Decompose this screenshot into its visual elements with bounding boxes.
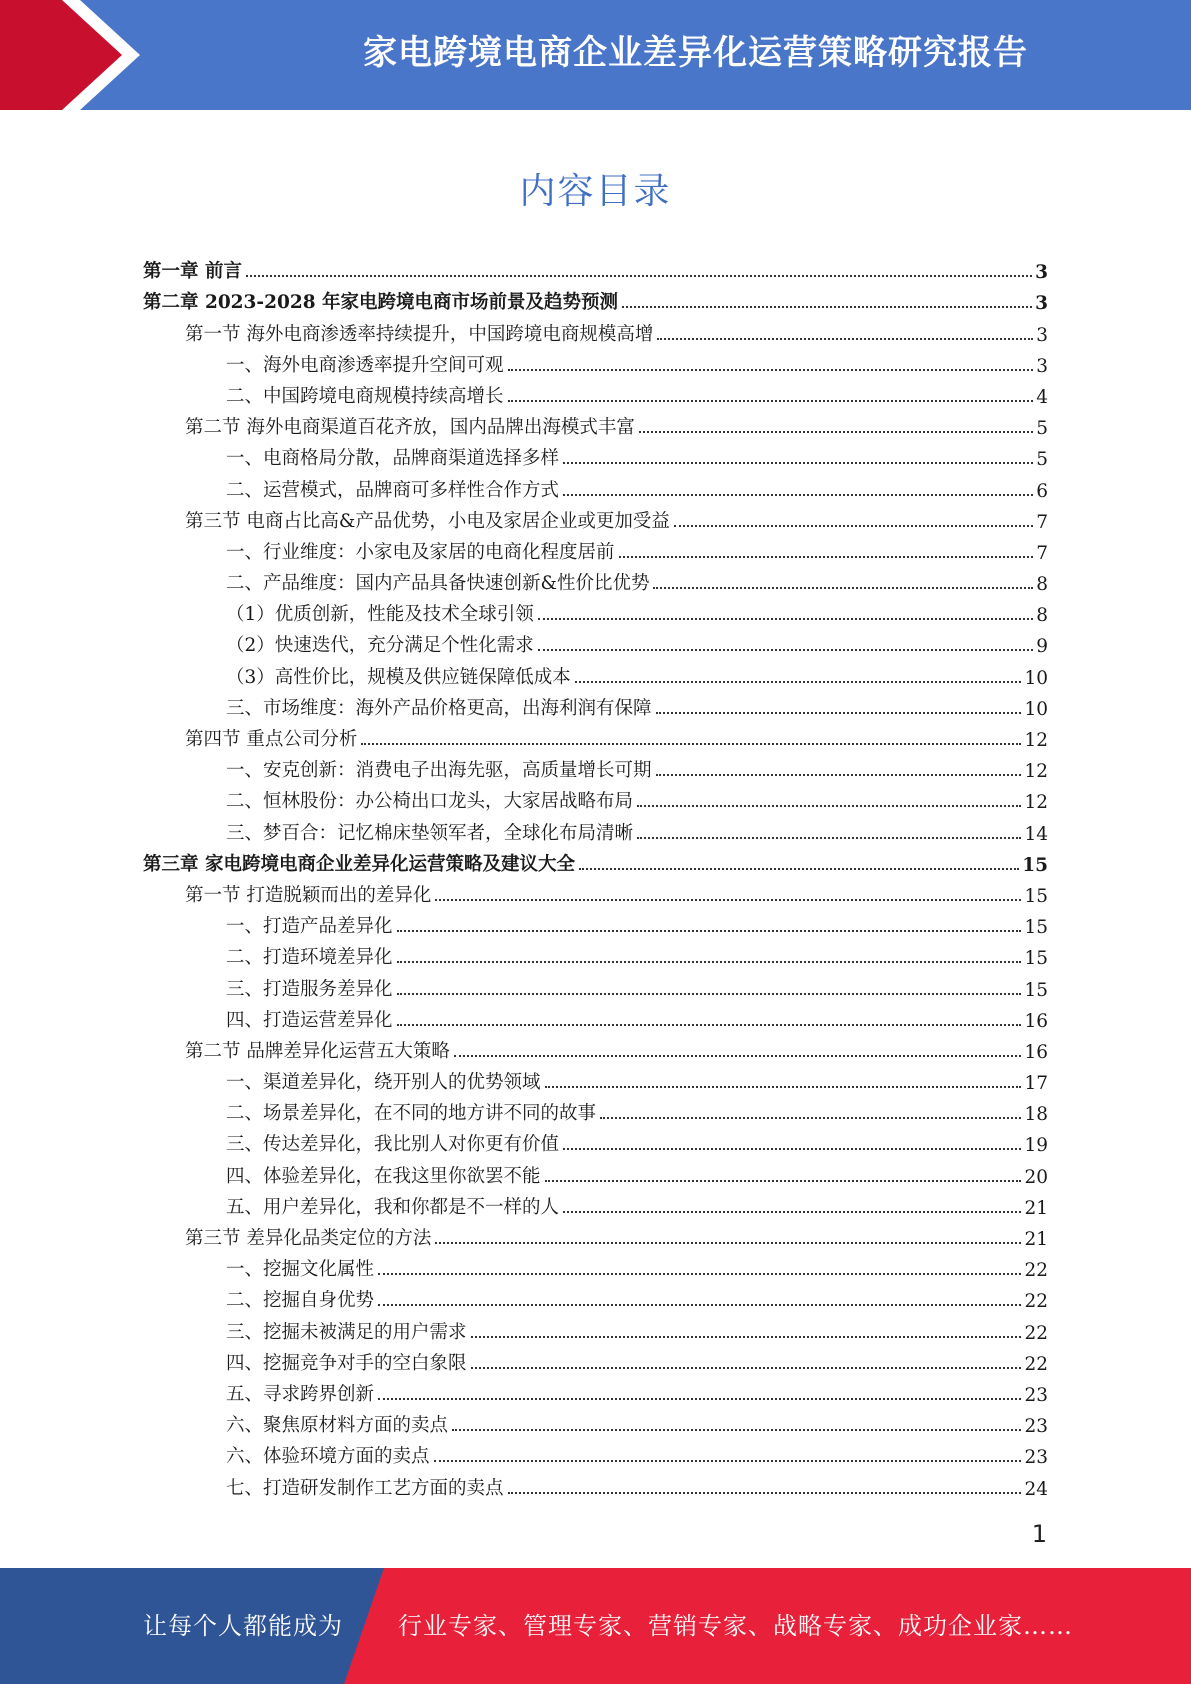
toc-leader-dots	[600, 1117, 1021, 1119]
toc-entry[interactable]	[143, 753, 1048, 784]
table-of-contents	[143, 254, 1048, 1502]
toc-entry-page: 3	[1036, 355, 1048, 377]
toc-leader-dots	[637, 837, 1021, 839]
toc-entry[interactable]	[143, 1065, 1048, 1096]
toc-leader-dots	[454, 1055, 1022, 1057]
toc-entry-title: 第一节 海外电商渗透率持续提升，中国跨境电商规模高增	[185, 323, 654, 345]
toc-entry[interactable]	[143, 815, 1048, 846]
toc-leader-dots	[656, 774, 1022, 776]
toc-leader-dots	[378, 1304, 1021, 1306]
toc-entry[interactable]	[143, 379, 1048, 410]
toc-leader-dots	[563, 1148, 1021, 1150]
footer-slogan-right: 行业专家、管理专家、营销专家、战略专家、成功企业家……	[398, 1612, 1073, 1640]
toc-entry-page: 10	[1024, 698, 1048, 720]
toc-leader-dots	[471, 1336, 1022, 1338]
toc-entry-page: 8	[1036, 605, 1048, 627]
toc-entry[interactable]	[143, 410, 1048, 441]
toc-entry-page: 22	[1024, 1322, 1048, 1344]
toc-entry[interactable]	[143, 628, 1048, 659]
toc-entry-page: 3	[1035, 293, 1048, 315]
toc-entry-page: 15	[1024, 917, 1048, 939]
toc-entry[interactable]	[143, 1377, 1048, 1408]
toc-entry-page: 3	[1036, 324, 1048, 346]
toc-leader-dots	[653, 587, 1033, 589]
toc-leader-dots	[246, 275, 1032, 277]
toc-entry-page: 23	[1024, 1447, 1048, 1469]
toc-entry[interactable]	[143, 691, 1048, 722]
toc-entry-page: 17	[1024, 1073, 1048, 1095]
toc-entry-title: 一、打造产品差异化	[226, 916, 393, 938]
toc-entry[interactable]	[143, 1408, 1048, 1439]
toc-leader-dots	[619, 556, 1034, 558]
toc-entry-title: 一、行业维度：小家电及家居的电商化程度居前	[226, 541, 615, 563]
toc-entry[interactable]	[143, 1346, 1048, 1377]
toc-entry[interactable]	[143, 472, 1048, 503]
toc-entry-title: 第二节 海外电商渠道百花齐放，国内品牌出海模式丰富	[185, 417, 635, 439]
toc-leader-dots	[639, 431, 1033, 433]
toc-leader-dots	[434, 1460, 1022, 1462]
toc-entry[interactable]	[143, 722, 1048, 753]
toc-entry-title: 二、中国跨境电商规模持续高增长	[226, 385, 504, 407]
toc-entry[interactable]	[143, 1158, 1048, 1189]
toc-entry[interactable]	[143, 285, 1048, 316]
toc-entry-page: 7	[1036, 542, 1048, 564]
toc-entry-page: 22	[1024, 1353, 1048, 1375]
toc-leader-dots	[397, 961, 1022, 963]
toc-entry[interactable]	[143, 441, 1048, 472]
toc-entry[interactable]	[143, 971, 1048, 1002]
toc-entry-page: 14	[1024, 823, 1048, 845]
toc-entry[interactable]	[143, 1470, 1048, 1501]
toc-entry-page: 18	[1024, 1104, 1048, 1126]
toc-entry-title: 五、用户差异化，我和你都是不一样的人	[226, 1196, 560, 1218]
toc-entry-page: 22	[1024, 1260, 1048, 1282]
toc-entry[interactable]	[143, 504, 1048, 535]
toc-entry-title: 第一章 前言	[143, 261, 242, 283]
toc-entry-title: 第三章 家电跨境电商企业差异化运营策略及建议大全	[143, 853, 575, 875]
toc-entry-page: 7	[1036, 511, 1048, 533]
toc-entry-page: 9	[1036, 636, 1048, 658]
toc-leader-dots	[563, 1211, 1021, 1213]
toc-entry-title: 二、挖掘自身优势	[226, 1290, 375, 1312]
footer-band	[0, 1568, 1191, 1684]
toc-entry-title: 四、体验差异化，在我这里你欲罢不能	[226, 1165, 541, 1187]
toc-entry[interactable]	[143, 1127, 1048, 1158]
toc-entry-title: （2）快速迭代，充分满足个性化需求	[226, 635, 534, 657]
toc-entry-title: 第四节 重点公司分析	[185, 729, 358, 750]
toc-entry-page: 12	[1024, 761, 1048, 783]
toc-leader-dots	[435, 899, 1021, 901]
toc-entry-title: 二、打造环境差异化	[226, 947, 393, 969]
toc-leader-dots	[538, 649, 1033, 651]
toc-leader-dots	[508, 400, 1034, 402]
toc-entry-title: 二、恒林股份：办公椅出口龙头，大家居战略布局	[226, 791, 634, 813]
toc-leader-dots	[508, 369, 1034, 371]
header-band	[0, 0, 1191, 110]
toc-leader-dots	[656, 712, 1022, 714]
toc-entry-page: 22	[1024, 1291, 1048, 1313]
toc-leader-dots	[397, 993, 1022, 995]
toc-entry-page: 16	[1024, 1010, 1048, 1032]
page-number: 1	[1031, 1520, 1047, 1548]
toc-leader-dots	[579, 868, 1019, 870]
toc-entry-page: 12	[1024, 792, 1048, 814]
toc-entry-title: 三、挖掘未被满足的用户需求	[226, 1321, 467, 1343]
toc-entry-title: 三、打造服务差异化	[226, 978, 393, 1000]
toc-entry-page: 21	[1024, 1229, 1048, 1250]
toc-entry-title: 三、梦百合：记忆棉床垫领军者，全球化布局清晰	[226, 822, 634, 844]
toc-leader-dots	[545, 1086, 1022, 1088]
toc-entry-page: 10	[1024, 667, 1048, 689]
toc-entry-title: 一、挖掘文化属性	[226, 1259, 375, 1281]
toc-heading: 内容目录	[519, 171, 672, 212]
toc-leader-dots	[545, 1180, 1022, 1182]
toc-entry[interactable]	[143, 1314, 1048, 1345]
toc-leader-dots	[435, 1242, 1021, 1244]
toc-entry-page: 12	[1024, 730, 1048, 751]
toc-entry-title: 一、海外电商渗透率提升空间可观	[226, 354, 504, 376]
toc-entry-title: 六、体验环境方面的卖点	[226, 1446, 430, 1468]
toc-entry[interactable]	[143, 254, 1048, 285]
toc-leader-dots	[378, 1273, 1021, 1275]
toc-leader-dots	[397, 930, 1022, 932]
toc-entry-page: 4	[1036, 386, 1048, 408]
toc-entry[interactable]	[143, 1096, 1048, 1127]
toc-entry-page: 3	[1035, 262, 1048, 284]
toc-entry[interactable]	[143, 1190, 1048, 1221]
toc-leader-dots	[361, 743, 1021, 745]
toc-entry[interactable]	[143, 940, 1048, 971]
toc-entry-title: 四、打造运营差异化	[226, 1009, 393, 1031]
toc-entry[interactable]	[143, 566, 1048, 597]
toc-entry-page: 5	[1036, 449, 1048, 471]
toc-entry[interactable]	[143, 1252, 1048, 1283]
toc-entry[interactable]	[143, 348, 1048, 379]
toc-entry-page: 20	[1024, 1166, 1048, 1188]
toc-entry-title: 三、传达差异化，我比别人对你更有价值	[226, 1134, 560, 1156]
toc-entry-title: 一、电商格局分散，品牌商渠道选择多样	[226, 448, 560, 470]
toc-entry-title: 第三节 差异化品类定位的方法	[185, 1228, 432, 1249]
toc-entry[interactable]	[143, 316, 1048, 347]
toc-leader-dots	[657, 338, 1033, 340]
toc-entry-title: （3）高性价比，规模及供应链保障低成本	[226, 666, 571, 688]
toc-entry-page: 23	[1024, 1384, 1048, 1406]
toc-leader-dots	[674, 525, 1033, 527]
toc-entry-title: （1）优质创新，性能及技术全球引领	[226, 604, 534, 626]
toc-leader-dots	[378, 1398, 1021, 1400]
toc-entry[interactable]	[143, 597, 1048, 628]
toc-entry-page: 15	[1022, 854, 1048, 876]
toc-entry-title: 第二节 品牌差异化运营五大策略	[185, 1040, 450, 1062]
toc-entry-title: 第三节 电商占比高&产品优势，小电及家居企业或更加受益	[185, 510, 670, 532]
toc-leader-dots	[563, 462, 1033, 464]
toc-entry[interactable]	[143, 909, 1048, 940]
toc-entry[interactable]	[143, 535, 1048, 566]
toc-entry[interactable]	[143, 847, 1048, 878]
toc-entry[interactable]	[143, 659, 1048, 690]
toc-entry[interactable]	[143, 1283, 1048, 1314]
toc-entry-title: 一、渠道差异化，绕开别人的优势领域	[226, 1072, 541, 1094]
toc-entry-page: 5	[1036, 418, 1048, 440]
toc-entry[interactable]	[143, 1034, 1048, 1065]
toc-leader-dots	[563, 494, 1033, 496]
toc-leader-dots	[637, 805, 1021, 807]
toc-entry-page: 24	[1024, 1478, 1048, 1500]
toc-entry[interactable]	[143, 1439, 1048, 1470]
toc-entry-page: 15	[1024, 979, 1048, 1001]
toc-leader-dots	[538, 618, 1033, 620]
toc-leader-dots	[471, 1367, 1022, 1369]
toc-leader-dots	[622, 306, 1032, 308]
toc-entry-page: 16	[1024, 1041, 1048, 1063]
toc-entry-title: 三、市场维度：海外产品价格更高，出海利润有保障	[226, 697, 652, 719]
toc-entry-page: 15	[1024, 948, 1048, 970]
toc-entry-page: 21	[1024, 1197, 1048, 1219]
toc-entry-title: 四、挖掘竞争对手的空白象限	[226, 1352, 467, 1374]
toc-entry-page: 23	[1024, 1416, 1048, 1438]
toc-entry-title: 第二章 2023-2028 年家电跨境电商市场前景及趋势预测	[143, 292, 619, 314]
toc-entry-page: 8	[1036, 574, 1048, 596]
toc-leader-dots	[452, 1429, 1021, 1431]
toc-entry-title: 二、运营模式，品牌商可多样性合作方式	[226, 479, 560, 501]
toc-entry-title: 第一节 打造脱颖而出的差异化	[185, 884, 432, 906]
toc-entry-page: 6	[1036, 480, 1048, 502]
toc-leader-dots	[397, 1024, 1022, 1026]
toc-entry[interactable]	[143, 1221, 1048, 1252]
toc-entry-title: 五、寻求跨界创新	[226, 1383, 375, 1405]
report-title: 家电跨境电商企业差异化运营策略研究报告	[363, 33, 1028, 73]
toc-entry-title: 二、产品维度：国内产品具备快速创新&性价比优势	[226, 573, 650, 595]
toc-entry-page: 15	[1024, 885, 1048, 907]
toc-entry-title: 六、聚焦原材料方面的卖点	[226, 1415, 449, 1437]
toc-leader-dots	[575, 681, 1022, 683]
toc-entry[interactable]	[143, 784, 1048, 815]
toc-entry-title: 二、场景差异化，在不同的地方讲不同的故事	[226, 1103, 597, 1125]
toc-leader-dots	[508, 1492, 1022, 1494]
footer-slogan-left: 让每个人都能成为	[143, 1612, 343, 1640]
toc-entry-page: 19	[1024, 1135, 1048, 1157]
toc-entry[interactable]	[143, 1003, 1048, 1034]
toc-entry-title: 七、打造研发制作工艺方面的卖点	[226, 1477, 504, 1499]
toc-entry-title: 一、安克创新：消费电子出海先驱，高质量增长可期	[226, 760, 652, 782]
toc-entry[interactable]	[143, 878, 1048, 909]
